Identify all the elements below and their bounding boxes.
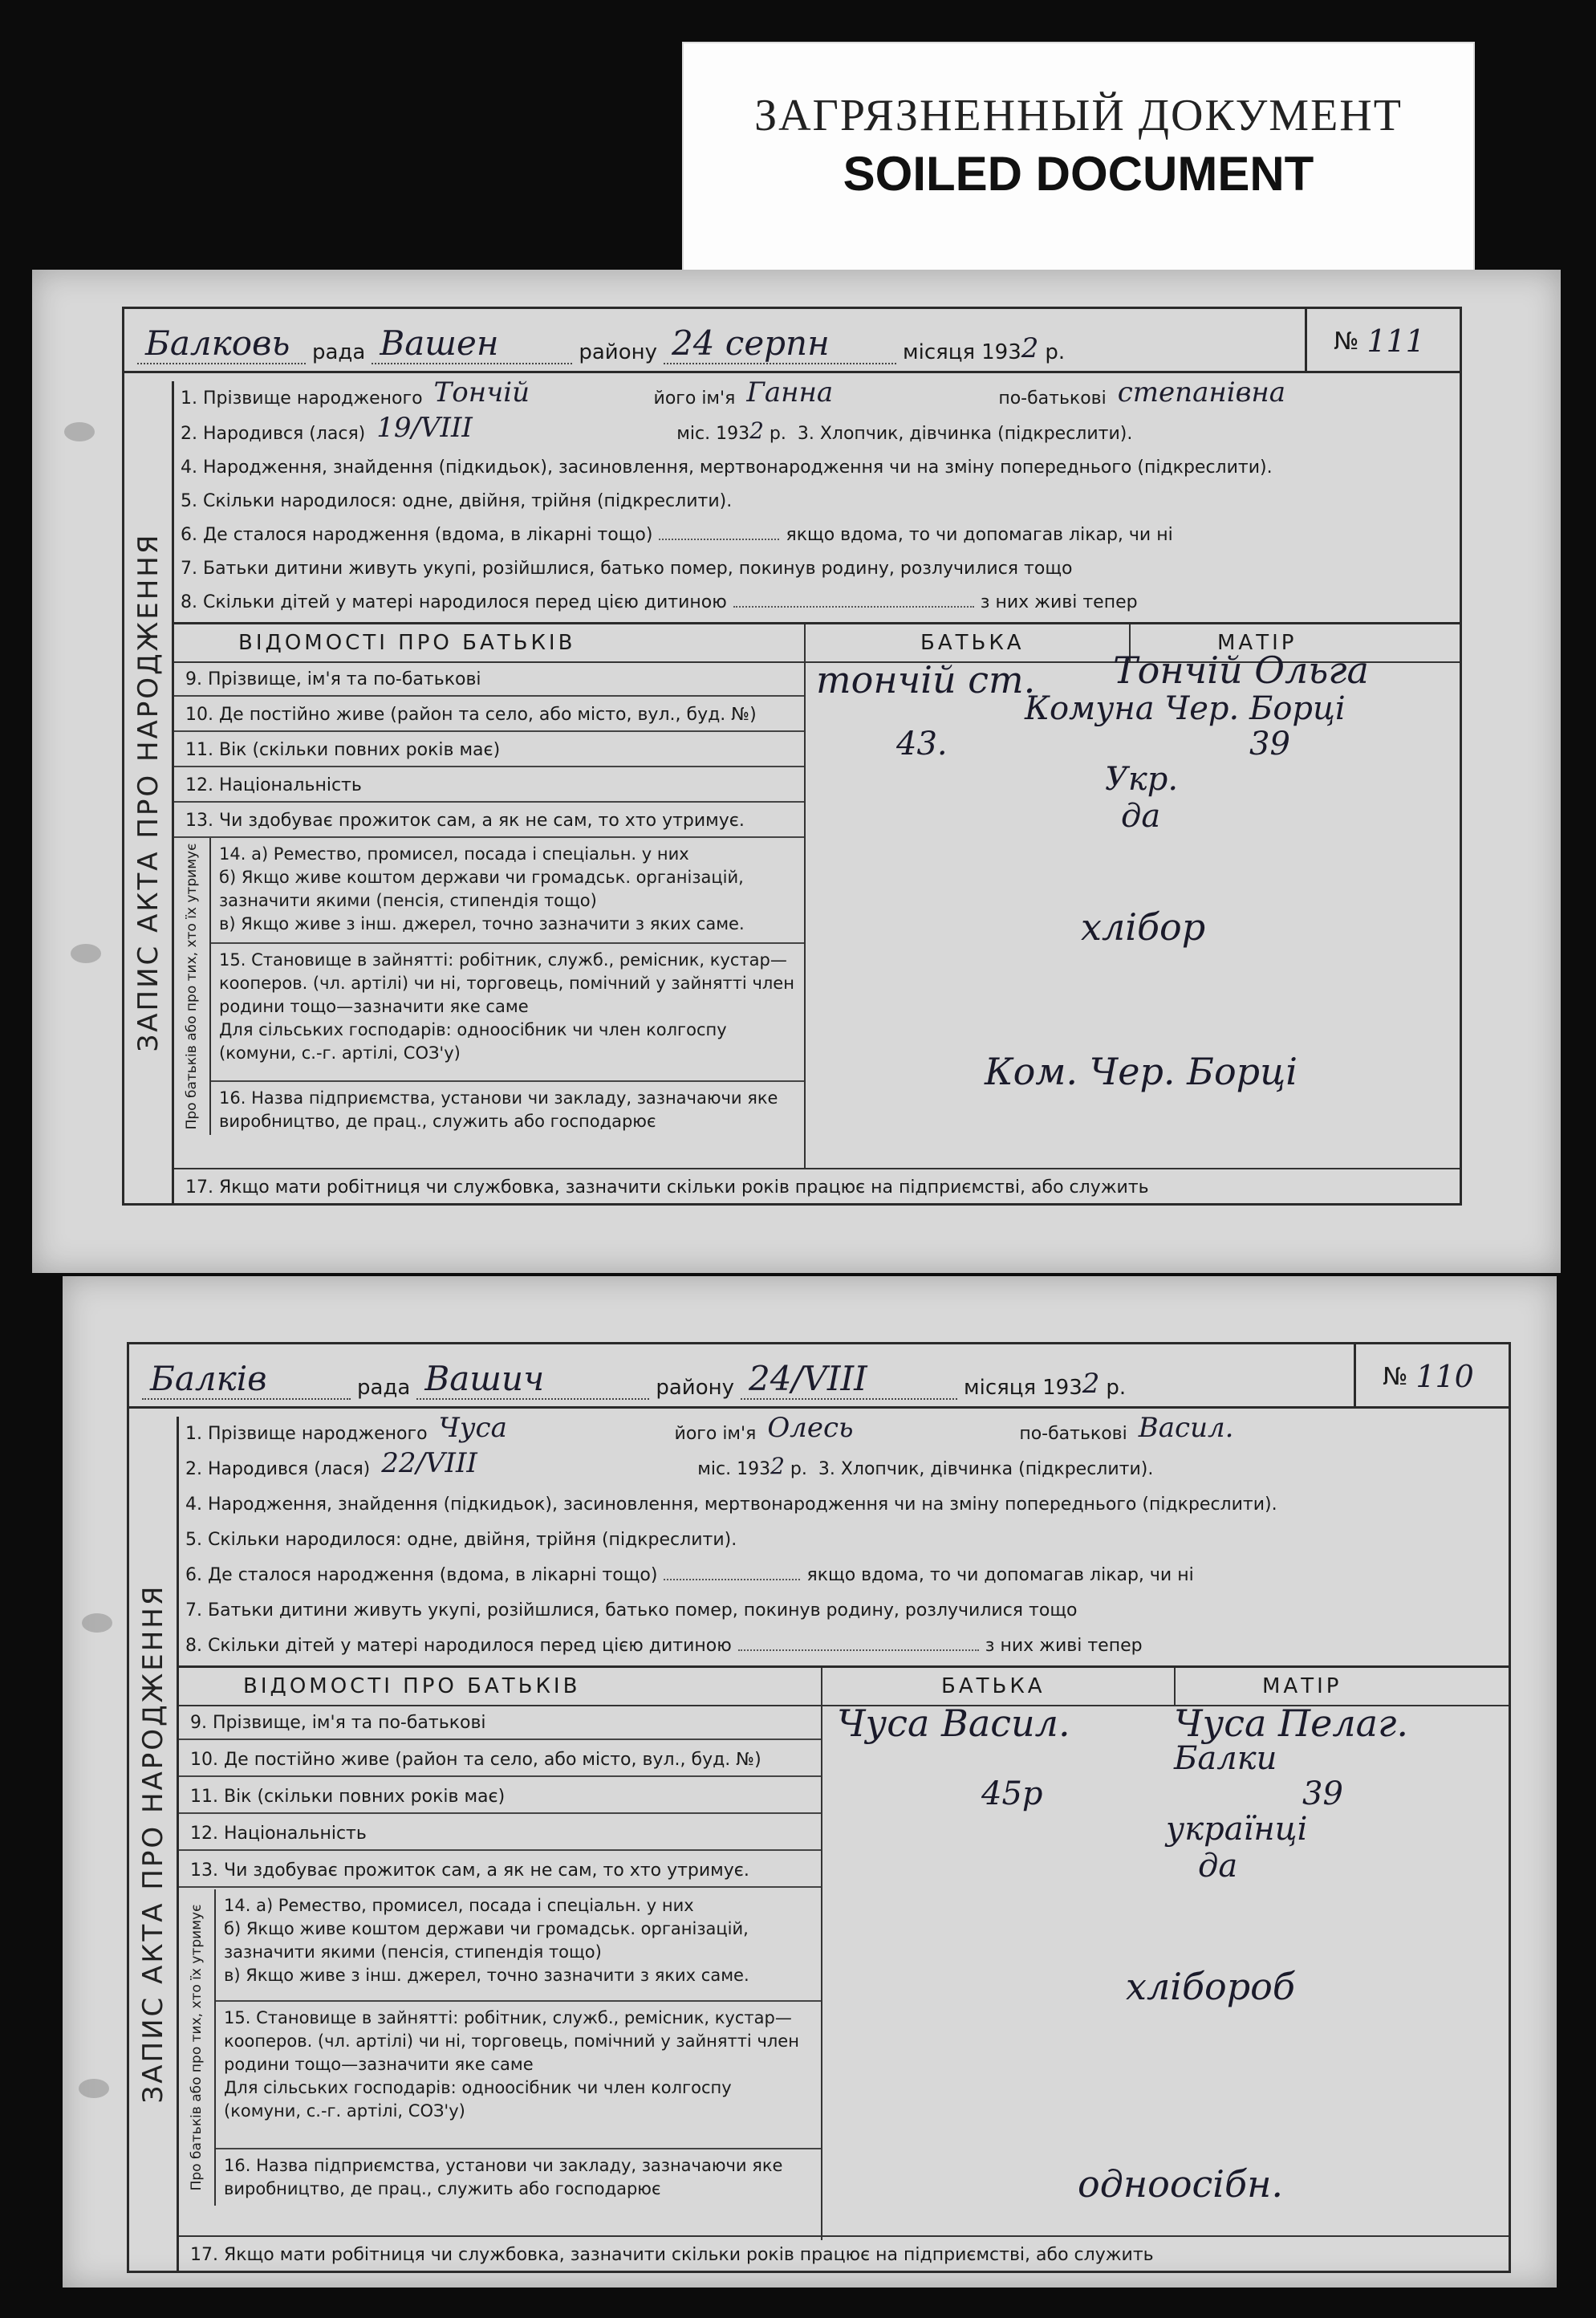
occupation-value: хлібор: [1081, 905, 1206, 949]
patronymic-value: степанівна: [1117, 376, 1286, 409]
father-name-value: тончій ст.: [816, 658, 1036, 702]
day-value: 24/VIII: [741, 1359, 957, 1400]
record-page-1: [32, 270, 1561, 1273]
rada-value: Балків: [142, 1359, 351, 1400]
occupation-value: хлібороб: [1126, 1965, 1295, 2008]
father-age-value: 45р: [981, 1775, 1043, 1812]
patronymic-value: Васил.: [1138, 1412, 1234, 1444]
surname-value: Чуса: [438, 1412, 507, 1444]
stamp-russian-text: ЗАГРЯЗНЕННЫЙ ДОКУМЕНТ: [754, 91, 1403, 140]
side-title: ЗАПИС АКТА ПРО НАРОДЖЕННЯ: [129, 1417, 179, 2271]
supports-value: да: [1198, 1848, 1238, 1885]
stamp-english-text: SOILED DOCUMENT: [843, 147, 1314, 201]
line-1: 1. Прізвище народженого Тончій його ім'я Ганна по-батькові степанівна: [181, 376, 1286, 409]
surname-value: Тончій: [433, 376, 530, 409]
residence-value: Комуна Чер. Борці: [1025, 690, 1346, 727]
parents-table: ВІДОМОСТІ ПРО БАТЬКІВ БАТЬКА МАТІР 9. Прізвище, ім'я та по-батькові 10. Де постійно живе (район та село, або місто, вул., буд. №) 11. Вік (скільки повних років має) 12. Національність 13. Чи здобуває прожиток сам, а як не сам, то хто утримує. Про батьків або про тих, хто їх утримує 14. а) Ремество, промисел, посада і спеціальн. у них б) Якщо живе коштом держави чи громадськ. організацій, зазначити якими (пенсія, стипендія тощо) в) Якщо живе з інш. джерел, точно зазначити з яких саме. 15. Становище в зайнятті: робітник, служб., ремісник, кустар—кооперов. (чл. артілі) чи ні, торговець, помічний у зайнятті член родини тощо—зазначити яке саме Для сільських господарів: одноосібник чи член колгоспу (комуни, с.-г. артілі, СОЗ'у) 16. Назва підприємства, установи чи закладу, зазначаючи яке виробництво, де прац., служить або господарює Чуса Васил. Чуса Пелаг. Балки 45р 39 українці да хлібороб одноосібн.: [179, 1665, 1509, 2240]
soiled-document-stamp: [682, 42, 1475, 276]
record-page-2: [63, 1276, 1557, 2288]
raion-value: Вашен: [372, 323, 572, 364]
father-name-value: Чуса Васил.: [837, 1702, 1070, 1745]
line-2: 2. Народився (лася) 22/VIII міс. 193 2 р. 3. Хлопчик, дівчинка (підкреслити).: [185, 1447, 1154, 1479]
line-1: 1. Прізвище народженого Чуса його ім'я Олесь по-батькові Васил.: [185, 1412, 1234, 1444]
name-value: Олесь: [767, 1412, 854, 1444]
mother-name-value: Тончій Ольга: [1113, 649, 1369, 692]
record-header: Балків рада Вашич району 24/VIII місяця 193 2 р. № 110: [129, 1344, 1509, 1409]
born-value: 22/VIII: [381, 1447, 477, 1479]
record-number: № 110: [1354, 1344, 1509, 1409]
record-number: № 111: [1305, 309, 1460, 373]
employment-value: одноосібн.: [1078, 2162, 1284, 2206]
mother-name-value: Чуса Пелаг.: [1174, 1702, 1408, 1745]
supports-value: да: [1121, 798, 1161, 835]
nationality-value: Укр.: [1105, 761, 1179, 798]
father-age-value: 43.: [896, 726, 948, 762]
mother-age-value: 39: [1302, 1775, 1343, 1812]
mother-age-value: 39: [1249, 726, 1290, 762]
record-header: Балковь рада Вашен району 24 серпн місяця 193 2 р. № 111: [124, 309, 1460, 373]
nationality-value: українці: [1166, 1811, 1308, 1848]
birth-record-form-1: Балковь рада Вашен району 24 серпн місяця 193 2 р. № 111 ЗАПИС АКТА ПРО НАРОДЖЕННЯ 1. Прізвище народженого Тончій його ім'я Ганна по-батькові степанівна 2. Народився (лася) 19/VIII міс. 193 2 р. 3. Хлопчик, дівчинка (підкреслити). 4. Народження, знайдення (підкидьок), засиновлення, мертвонародження чи на зміну попереднього (підкреслити). 5. Скільки народилося: одне, двійня, трійня (підкреслити). 6. Де сталося народження (вдома, в лікарні тощо) якщо вдома, то чи допомагав лікар, чи ні 7. Батьки дитини живуть укупі, розійшлися, батько помер, покинув родину, розлучилися тощо 8. Скільки дітей у матері народилося перед цією дитиною з них живі тепер ВІДОМОСТІ ПРО БАТЬКІВ БАТЬКА МАТІР 9. Прізвище, ім'я та по-батькові 10. Де постійно живе (район та село, або місто, вул., буд. №) 11. Вік (скільки повних років має) 12. Національність 13. Чи здобуває прожиток сам, а як не сам, то хто утримує. Про батьків або про тих, хто їх утримує 14. а) Ремество, промисел, посада і спеціальн. у них б) Якщо живе коштом держави чи громадськ. організацій, зазначити якими (пенсія, стипендія тощо) в) Якщо живе з інш. джерел, точно зазначити з яких саме. 15. Становище в зайнятті: робітник, служб., ремісник, кустар—кооперов. (чл. артілі) чи ні, торговець, помічний у зайнятті член родини тощо—зазначити яке саме Для сільських господарів: одноосібник чи член колгоспу (комуни, с.-г. артілі, СОЗ'у) 16. Назва підприємства, установи чи закладу, зазначаючи яке виробництво, де прац., служить або господарює тончій ст. Тончій Ольга Комуна Чер. Борці 43. 39 Укр. да хлібор Ком. Чер. Борці 17. Якщо мати робітниця чи службовка, зазначити скільки років працює на підприємстві, або служить: [122, 307, 1462, 1206]
employment-value: Ком. Чер. Борці: [985, 1050, 1298, 1093]
birth-record-form-2: Балків рада Вашич району 24/VIII місяця 193 2 р. № 110 ЗАПИС АКТА ПРО НАРОДЖЕННЯ 1. Прізвище народженого Чуса його ім'я Олесь по-батькові Васил. 2. Народився (лася) 22/VIII міс. 193 2 р. 3. Хлопчик, дівчинка (підкреслити). 4. Народження, знайдення (підкидьок), засиновлення, мертвонародження чи на зміну попереднього (підкреслити). 5. Скільки народилося: одне, двійня, трійня (підкреслити). 6. Де сталося народження (вдома, в лікарні тощо) якщо вдома, то чи допомагав лікар, чи ні 7. Батьки дитини живуть укупі, розійшлися, батько помер, покинув родину, розлучилися тощо 8. Скільки дітей у матері народилося перед цією дитиною з них живі тепер ВІДОМОСТІ ПРО БАТЬКІВ БАТЬКА МАТІР 9. Прізвище, ім'я та по-батькові 10. Де постійно живе (район та село, або місто, вул., буд. №) 11. Вік (скільки повних років має) 12. Національність 13. Чи здобуває прожиток сам, а як не сам, то хто утримує. Про батьків або про тих, хто їх утримує 14. а) Ремество, промисел, посада і спеціальн. у них б) Якщо живе коштом держави чи громадськ. організацій, зазначити якими (пенсія, стипендія тощо) в) Якщо живе з інш. джерел, точно зазначити з яких саме. 15. Становище в зайнятті: робітник, служб., ремісник, кустар—кооперов. (чл. артілі) чи ні, торговець, помічний у зайнятті член родини тощо—зазначити яке саме Для сільських господарів: одноосібник чи член колгоспу (комуни, с.-г. артілі, СОЗ'у) 16. Назва підприємства, установи чи закладу, зазначаючи яке виробництво, де прац., служить або господарює Чуса Васил. Чуса Пелаг. Балки 45р 39 українці да хлібороб одноосібн. 17. Якщо мати робітниця чи службовка, зазначити скільки років працює на підприємстві, або служить: [127, 1342, 1511, 2273]
day-value: 24 серпн: [664, 323, 896, 364]
raion-value: Вашич: [416, 1359, 649, 1400]
line-2: 2. Народився (лася) 19/VIII міс. 193 2 р. 3. Хлопчик, дівчинка (підкреслити).: [181, 412, 1133, 444]
name-value: Ганна: [746, 376, 834, 409]
born-value: 19/VIII: [376, 412, 473, 444]
residence-value: Балки: [1174, 1740, 1277, 1777]
side-title: ЗАПИС АКТА ПРО НАРОДЖЕННЯ: [124, 381, 174, 1203]
parents-table: ВІДОМОСТІ ПРО БАТЬКІВ БАТЬКА МАТІР 9. Прізвище, ім'я та по-батькові 10. Де постійно живе (район та село, або місто, вул., буд. №) 11. Вік (скільки повних років має) 12. Національність 13. Чи здобуває прожиток сам, а як не сам, то хто утримує. Про батьків або про тих, хто їх утримує 14. а) Ремество, промисел, посада і спеціальн. у них б) Якщо живе коштом держави чи громадськ. організацій, зазначити якими (пенсія, стипендія тощо) в) Якщо живе з інш. джерел, точно зазначити з яких саме. 15. Становище в зайнятті: робітник, служб., ремісник, кустар—кооперов. (чл. артілі) чи ні, торговець, помічний у зайнятті член родини тощо—зазначити яке саме Для сільських господарів: одноосібник чи член колгоспу (комуни, с.-г. артілі, СОЗ'у) 16. Назва підприємства, установи чи закладу, зазначаючи яке виробництво, де прац., служить або господарює тончій ст. Тончій Ольга Комуна Чер. Борці 43. 39 Укр. да хлібор Ком. Чер. Борці: [174, 622, 1460, 1168]
rada-value: Балковь: [137, 323, 306, 364]
